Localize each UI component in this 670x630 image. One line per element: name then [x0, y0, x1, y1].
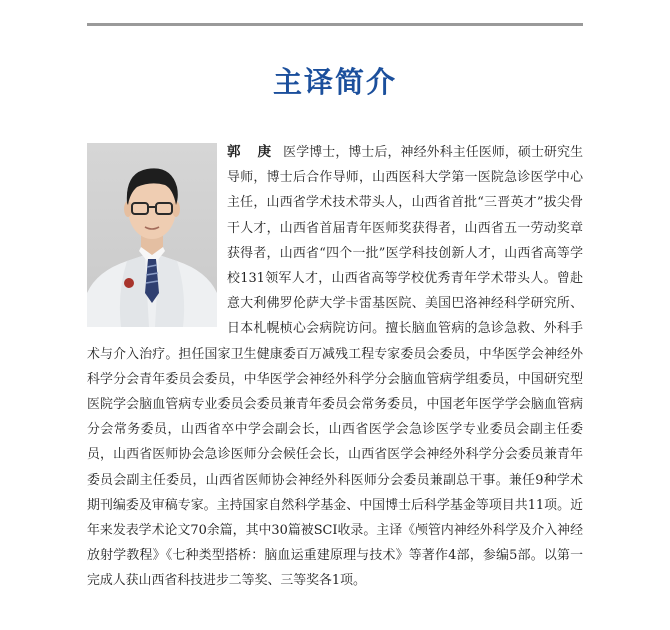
- photo-spacer: [87, 140, 227, 340]
- author-bio: 医学博士，博士后，神经外科主任医师，硕士研究生导师，博士后合作导师，山西医科大学第一医院急诊医学中心主任，山西省学术技术带头人，山西省首批“三晋英才”拔尖骨干人才，山西省首届青年医师奖获得者，山西省五一劳动奖章获得者，山西省“四个一批”医学科技创新人才，山西省高等学校131领军人才，山西省高等学校优秀青年学术带头人。曾赴意大利佛罗伦萨大学卡雷基医院、美国巴洛神经科学研究所、日本札幌桢心会病院访问。擅长脑血管病的急诊急救、外科手术与介入治疗。担任国家卫生健康委百万减残工程专家委员会委员，中华医学会神经外科学分会青年委员会委员，中华医学会神经外科学分会脑血管病学组委员，中国研究型医院学会脑血管病专业委员会委员兼青年委员会常务委员，中国老年医学学会脑血管病分会常务委员，山西省卒中学会副会长，山西省医学会急诊医学专业委员会副主任委员，山西省医师协会急诊医师分会候任会长，山西省医学会神经外科学分会委员兼青年委员会副主任委员，山西省医师协会神经外科医师分会委员兼副总干事。兼任9种学术期刊编委及审稿专家。主持国家自然科学基金、中国博士后科学基金等项目共11项。近年来发表学术论文70余篇，其中30篇被SCI收录。主译《颅管内神经外科学及介入神经放射学教程》《七种类型搭桥：脑血运重建原理与技术》等著作4部，参编5部。以第一完成人获山西省科技进步二等奖、三等奖各1项。: [87, 145, 584, 589]
- author-name: 郭 庚: [227, 144, 278, 160]
- page-title: 主译简介: [272, 65, 397, 99]
- biography-text: [87, 140, 583, 594]
- top-divider: [87, 23, 583, 26]
